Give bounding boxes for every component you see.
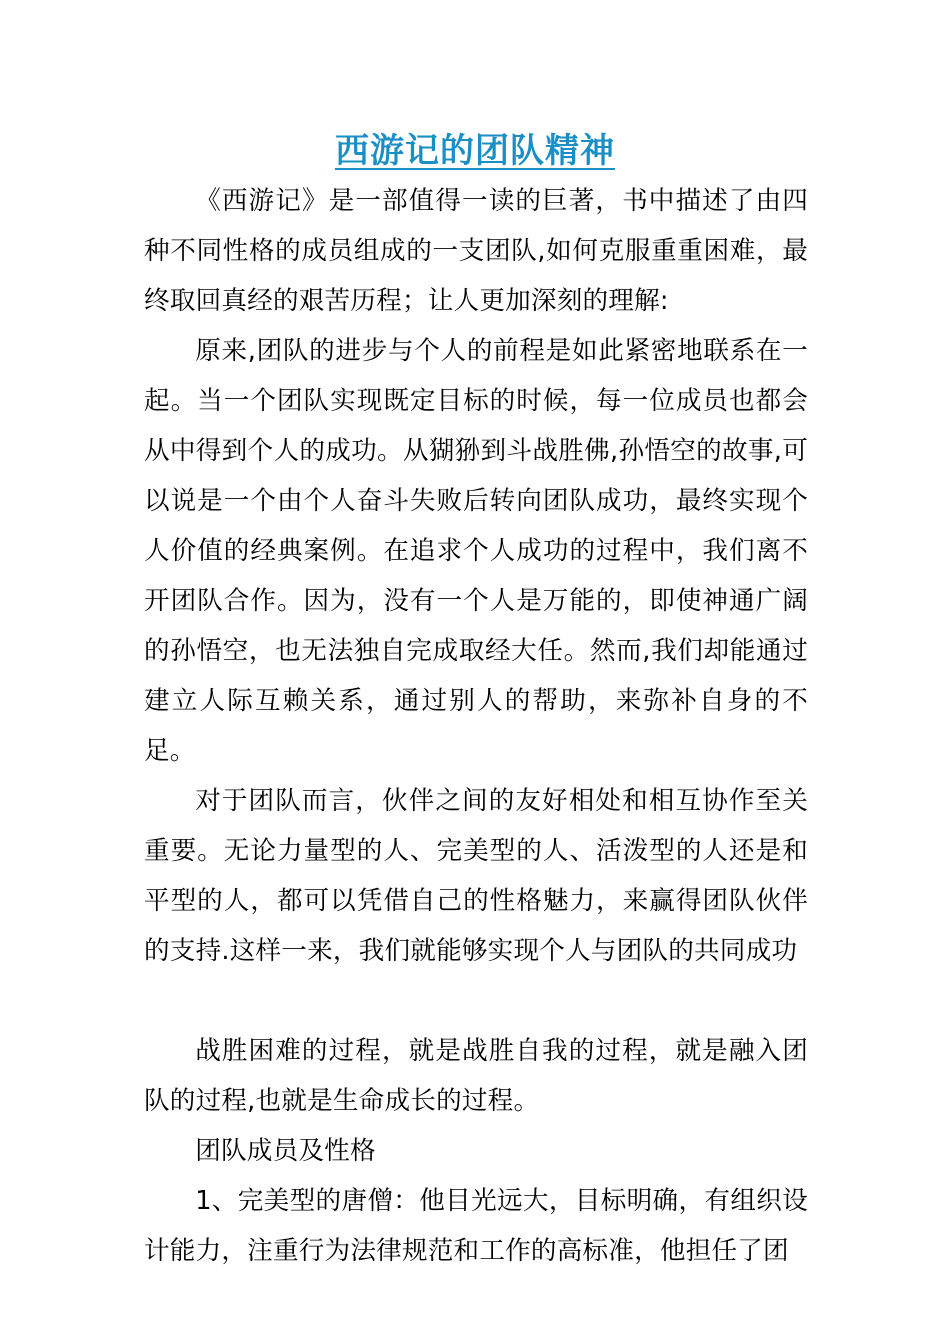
document-title-text: 西游记的团队精神 — [335, 131, 615, 171]
paragraph-team-and-individual: 原来,团队的进步与个人的前程是如此紧密地联系在一起。当一个团队实现既定目标的时候，每一位成员也都会从中得到个人的成功。从猢狲到斗战胜佛,孙悟空的故事,可以说是一个由个人奋斗失败后转向团队成功，最终实现个人价值的经典案例。在追求个人成功的过程中，我们离不开团队合作。因为，没有一个人是万能的，即使神通广阔的孙悟空，也无法独自完成取经大任。然而,我们却能通过建立人际互赖关系，通过别人的帮助，来弥补自身的不足。 — [144, 336, 808, 766]
blank-line — [144, 976, 808, 1026]
document-title — [0, 128, 950, 174]
section-heading-members: 团队成员及性格 — [195, 1136, 376, 1166]
paragraph-intro: 《西游记》是一部值得一读的巨著，书中描述了由四种不同性格的成员组成的一支团队,如何克服重重困难，最终取回真经的艰苦历程；让人更加深刻的理解: — [144, 186, 808, 316]
paragraph-cooperation: 对于团队而言，伙伴之间的友好相处和相互协作至关重要。无论力量型的人、完美型的人、活泼型的人还是和平型的人，都可以凭借自己的性格魅力，来赢得团队伙伴的支持.这样一来，我们就能够实现个人与团队的共同成功 — [144, 786, 808, 966]
document-body — [144, 176, 808, 1276]
paragraph-overcoming-difficulties: 战胜困难的过程，就是战胜自我的过程，就是融入团队的过程,也就是生命成长的过程。 — [144, 1036, 808, 1116]
paragraph-tang-seng: 1、完美型的唐僧：他目光远大，目标明确，有组织设计能力，注重行为法律规范和工作的高标准，他担任了团 — [144, 1186, 808, 1266]
